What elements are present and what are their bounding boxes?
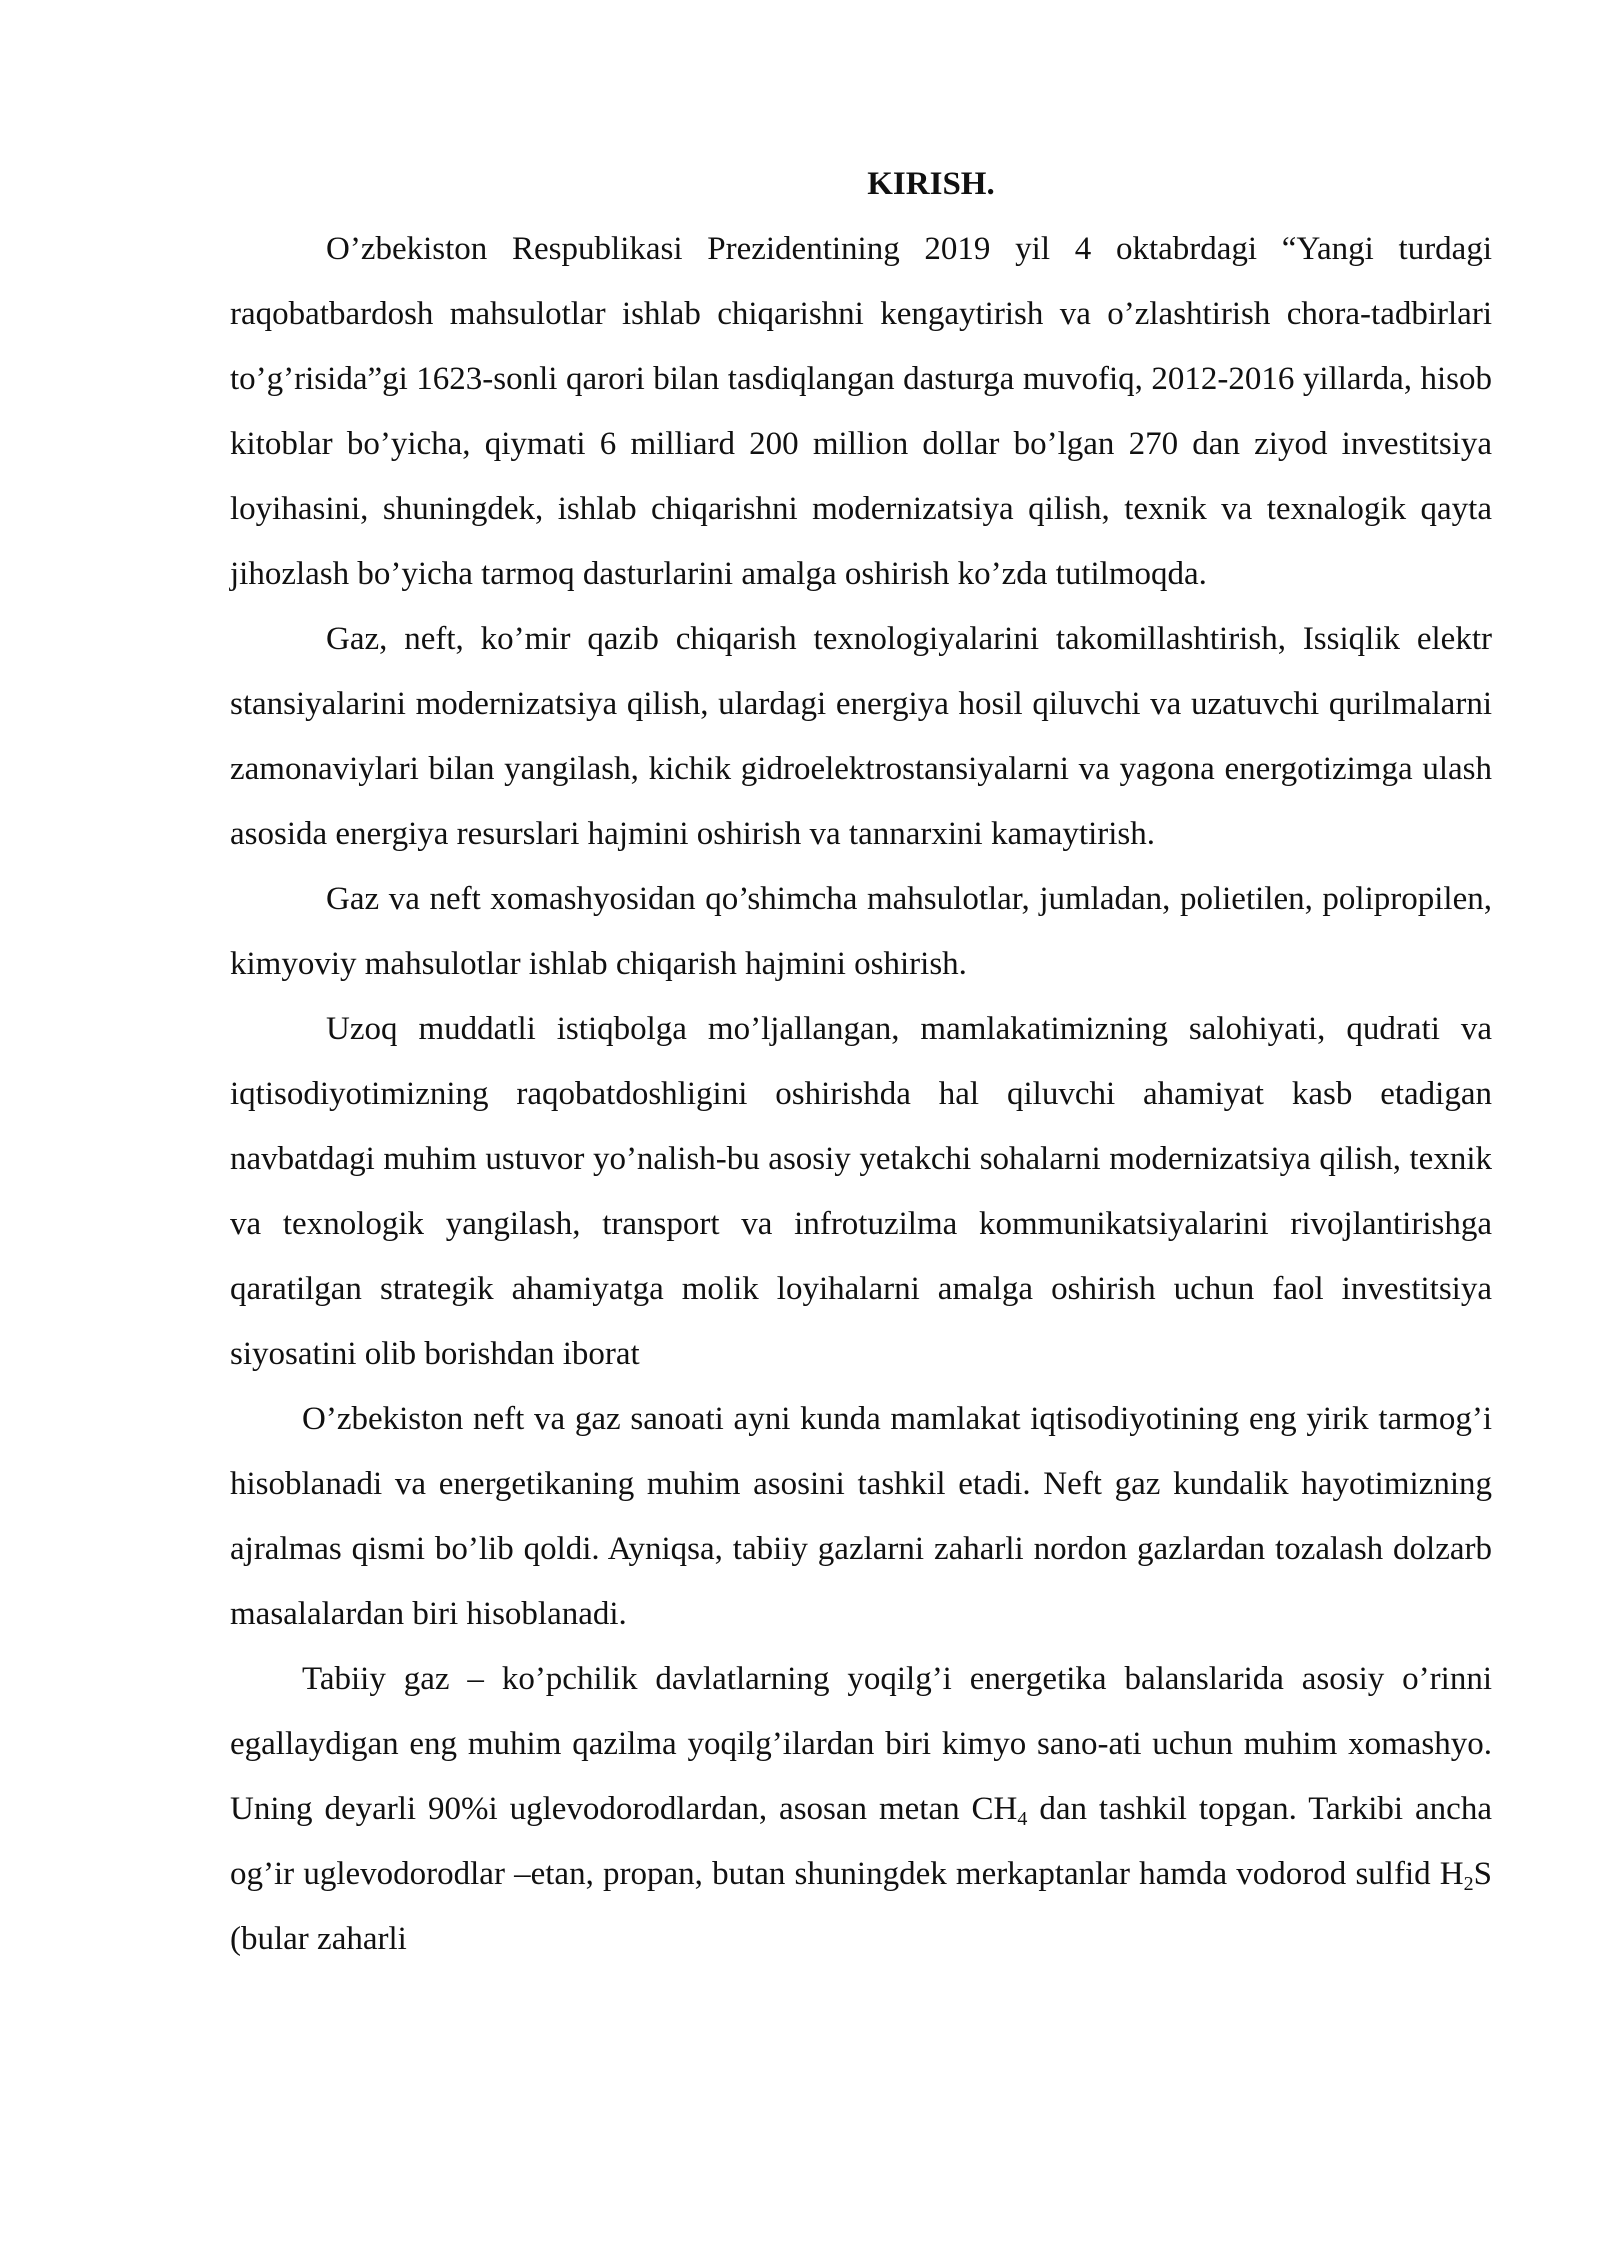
hydrogen-sulfide-subscript: 2 (1463, 1873, 1474, 1895)
paragraph-6-text-3: S (bular zaharli (230, 1856, 1492, 1957)
methane-subscript: 4 (1017, 1808, 1028, 1830)
paragraph-5: O’zbekiston neft va gaz sanoati ayni kunda mamlakat iqtisodiyotining eng yirik tarmog’i hisoblanadi va energetikaning muhim asosini tashkil etadi. Neft gaz kundalik hayotimizning ajralmas qismi bo’lib qoldi. Ayniqsa, tabiiy gazlarni zaharli nordon gazlardan tozalash dolzarb masalalardan biri hisoblanadi. (230, 1401, 1492, 1632)
paragraph-6-text-2: dan tashkil topgan. Tarkibi ancha og’ir uglevodorodlar –etan, propan, butan shuningdek merkaptanlar hamda vodorod sulfid H (230, 1791, 1492, 1892)
paragraph-6-text-1: Tabiiy gaz – ko’pchilik davlatlarning yoqilg’i energetika balanslarida asosiy o’rinni egallaydigan eng muhim qazilma yoqilg’ilardan biri kimyo sano-ati uchun muhim xomashyo. Uning deyarli 90%i uglevodorodlardan, asosan metan CH (230, 1661, 1492, 1827)
paragraph-6 (230, 1647, 1492, 1972)
paragraph-1: O’zbekiston Respublikasi Prezidentining 2019 yil 4 oktabrdagi “Yangi turdagi raqobatbardosh mahsulotlar ishlab chiqarishni kengaytirish va o’zlashtirish chora-tadbirlari to’g’risida”gi 1623-sonli qarori bilan tasdiqlangan dasturga muvofiq, 2012-2016 yillarda, hisob kitoblar bo’yicha, qiymati 6 milliard 200 million dollar bo’lgan 270 dan ziyod investitsiya loyihasini, shuningdek, ishlab chiqarishni modernizatsiya qilish, texnik va texnalogik qayta jihozlash bo’yicha tarmoq dasturlarini amalga oshirish ko’zda tutilmoqda. (230, 231, 1492, 592)
document-body (230, 152, 1492, 1972)
paragraph-4: Uzoq muddatli istiqbolga mo’ljallangan, mamlakatimizning salohiyati, qudrati va iqtisodiyotimizning raqobatdoshligini oshirishda hal qiluvchi ahamiyat kasb etadigan navbatdagi muhim ustuvor yo’nalish-bu asosiy yetakchi sohalarni modernizatsiya qilish, texnik va texnologik yangilash, transport va infrotuzilma kommunikatsiyalarini rivojlantirishga qaratilgan strategik ahamiyatga molik loyihalarni amalga oshirish uchun faol investitsiya siyosatini olib borishdan iborat (230, 1011, 1492, 1372)
paragraph-3: Gaz va neft xomashyosidan qo’shimcha mahsulotlar, jumladan, polietilen, polipropilen, kimyoviy mahsulotlar ishlab chiqarish hajmini oshirish. (230, 881, 1492, 982)
document-title: KIRISH. (867, 166, 995, 202)
paragraph-2: Gaz, neft, ko’mir qazib chiqarish texnologiyalarini takomillashtirish, Issiqlik elektr stansiyalarini modernizatsiya qilish, ulardagi energiya hosil qiluvchi va uzatuvchi qurilmalarni zamonaviylari bilan yangilash, kichik gidroelektrostansiyalarni va yagona energotizimga ulash asosida energiya resurslari hajmini oshirish va tannarxini kamaytirish. (230, 621, 1492, 852)
